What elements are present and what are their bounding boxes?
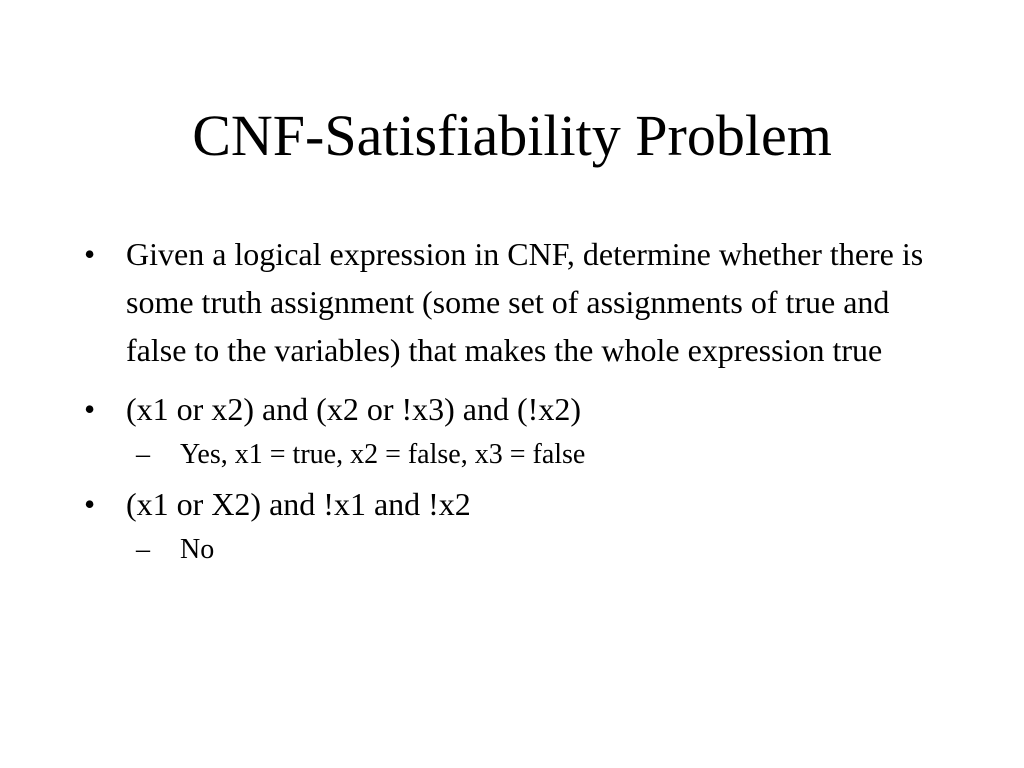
slide-title: CNF-Satisfiability Problem: [192, 103, 832, 168]
sub-bullet-list: [126, 434, 944, 476]
sub-bullet-item: [136, 529, 944, 571]
sub-bullet-list: [126, 529, 944, 571]
sub-bullet-item: [136, 434, 944, 476]
bullet-marker: •: [84, 391, 96, 427]
bullet-marker: •: [84, 486, 96, 522]
bullet-text: Given a logical expression in CNF, determine whether there is some truth assignment (some set of assignments of true and false to the variables) that makes the whole expression true: [126, 236, 924, 368]
sub-bullet-text: Yes, x1 = true, x2 = false, x3 = false: [180, 439, 586, 470]
bullet-text: (x1 or x2) and (x2 or !x3) and (!x2): [126, 391, 581, 427]
bullet-marker: •: [84, 236, 96, 272]
sub-bullet-marker: –: [136, 439, 150, 470]
bullet-item: [84, 385, 944, 476]
bullet-list: [84, 230, 944, 582]
bullet-text: (x1 or X2) and !x1 and !x2: [126, 486, 471, 522]
bullet-item: [84, 480, 944, 571]
bullet-item: [84, 230, 944, 374]
sub-bullet-text: No: [180, 534, 215, 565]
sub-bullet-marker: –: [136, 534, 150, 565]
